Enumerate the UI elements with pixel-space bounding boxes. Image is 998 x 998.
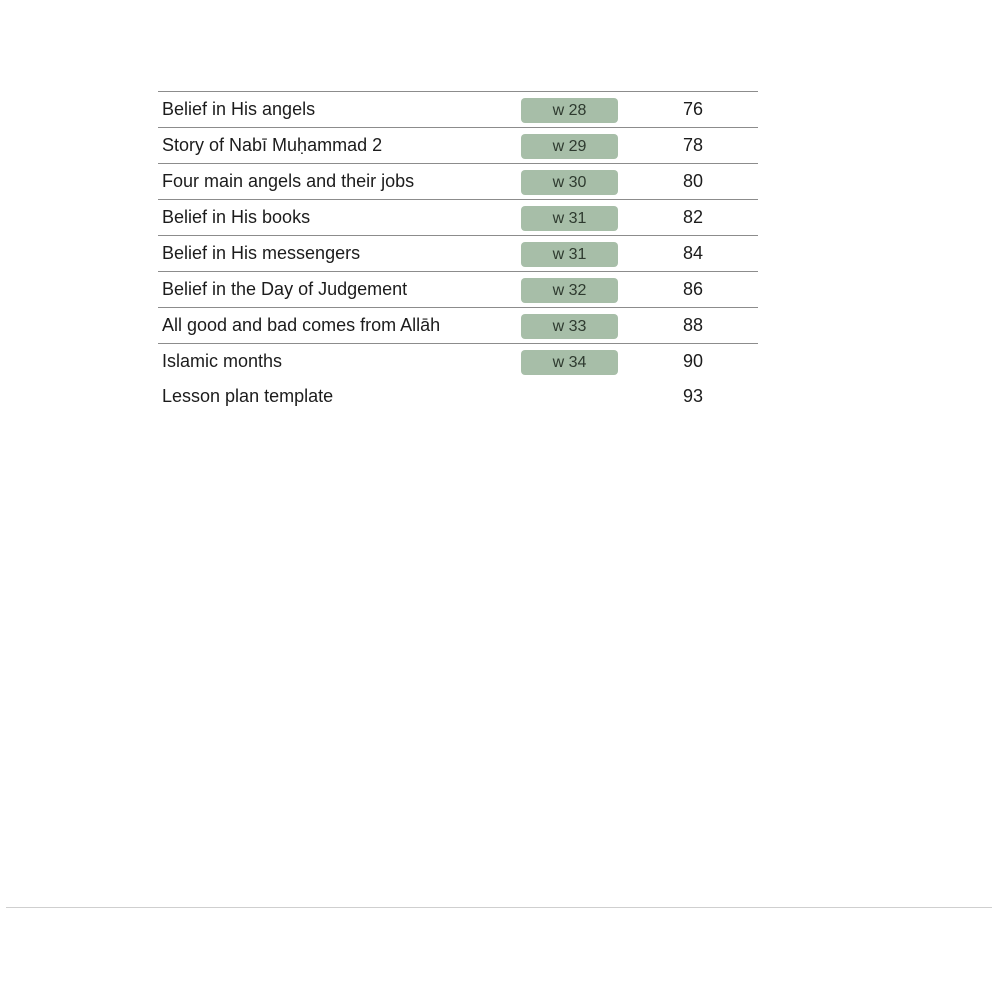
toc-row[interactable] (158, 127, 758, 163)
toc-row[interactable] (158, 271, 758, 307)
toc-entry-title: Four main angels and their jobs (162, 171, 415, 191)
week-badge: w 34 (521, 350, 618, 375)
page-number: 88 (683, 315, 704, 335)
bottom-divider (6, 907, 992, 908)
page-number: 76 (683, 99, 704, 119)
toc-entry-title: Story of Nabī Muḥammad 2 (162, 135, 383, 155)
toc-entry-title: Belief in His angels (162, 99, 316, 119)
page-number: 93 (683, 386, 704, 406)
toc-entry-title: All good and bad comes from Allāh (162, 315, 441, 335)
toc-row[interactable] (158, 343, 758, 379)
toc-row[interactable] (158, 235, 758, 271)
toc-entry-title: Belief in His messengers (162, 243, 361, 263)
toc-entry-title: Belief in the Day of Judgement (162, 279, 408, 299)
week-badge: w 33 (521, 314, 618, 339)
page-number: 82 (683, 207, 704, 227)
toc-entry-title: Islamic months (162, 351, 283, 371)
toc-row[interactable] (158, 307, 758, 343)
toc-row[interactable] (158, 91, 758, 127)
week-badge: w 29 (521, 134, 618, 159)
toc-row[interactable] (158, 199, 758, 235)
toc-entry-title: Lesson plan template (162, 386, 334, 406)
toc-entry-title: Belief in His books (162, 207, 311, 227)
page-number: 90 (683, 351, 704, 371)
toc-row[interactable] (158, 379, 758, 415)
table-of-contents (158, 91, 758, 415)
week-badge: w 32 (521, 278, 618, 303)
week-badge: w 28 (521, 98, 618, 123)
week-badge: w 30 (521, 170, 618, 195)
week-badge: w 31 (521, 242, 618, 267)
week-badge: w 31 (521, 206, 618, 231)
page-number: 84 (683, 243, 704, 263)
page-number: 80 (683, 171, 704, 191)
toc-row[interactable] (158, 163, 758, 199)
page-number: 86 (683, 279, 704, 299)
page-number: 78 (683, 135, 704, 155)
